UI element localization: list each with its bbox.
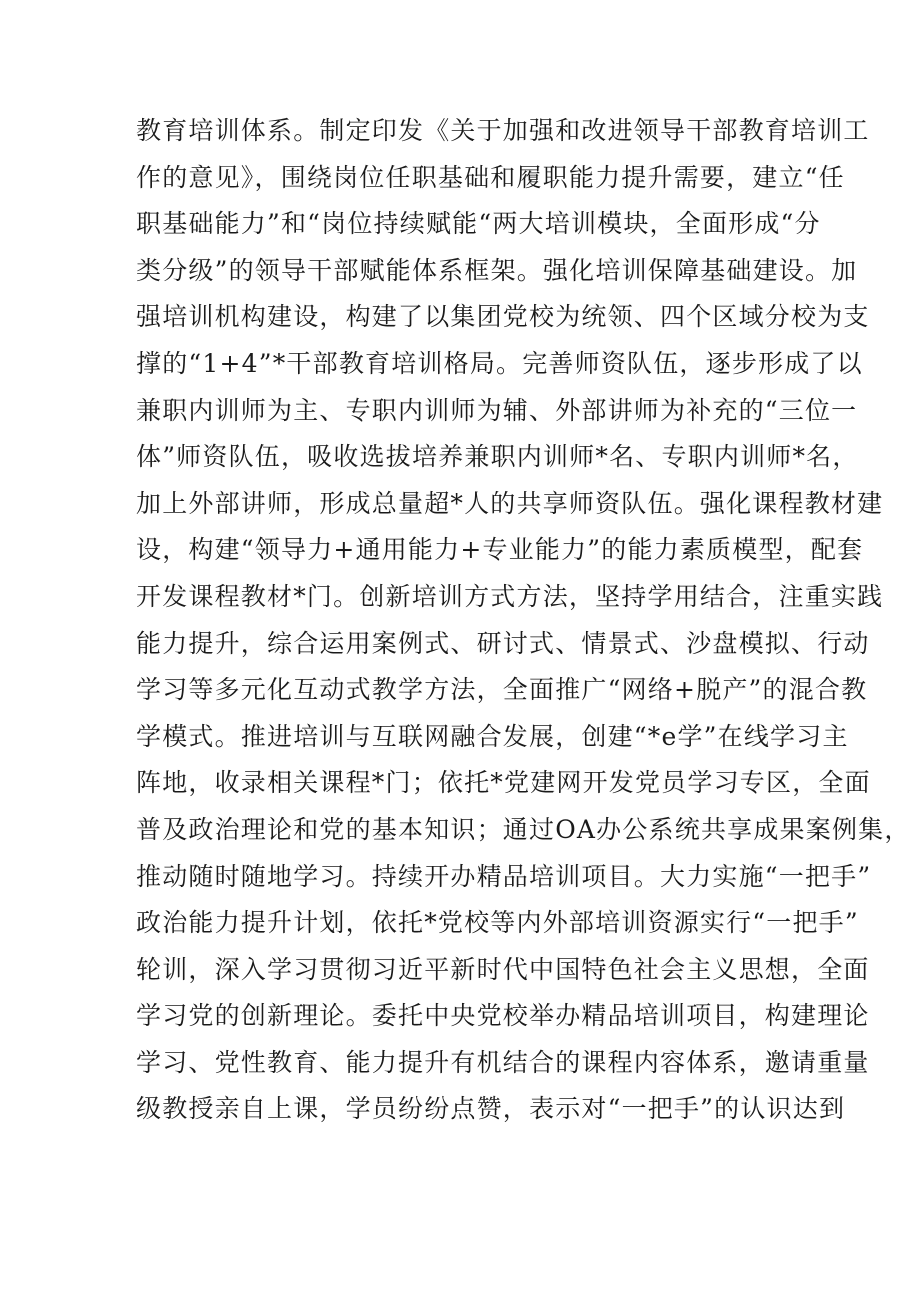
text-line: 类分级”的领导干部赋能体系框架。强化培训保障基础建设。加 [136, 255, 858, 285]
text-line: 学习党的创新理论。委托中央党校举办精品培训项目，构建理论 [136, 1001, 870, 1031]
text-line: 体”师资队伍，吸收选拔培养兼职内训师*名、专职内训师*名， [136, 442, 859, 472]
text-line: 加上外部讲师，形成总量超*人的共享师资队伍。强化课程教材建 [136, 488, 884, 518]
text-line: 学习等多元化互动式教学方法，全面推广“网络+脱产”的混合教 [136, 675, 868, 705]
text-line: 普及政治理论和党的基本知识；通过OA办公系统共享成果案例集， [136, 814, 911, 844]
text-line: 教育培训体系。制定印发《关于加强和改进领导干部教育培训工 [136, 116, 870, 145]
body-paragraph [136, 108, 911, 1133]
text-line: 政治能力提升计划，依托*党校等内外部培训资源实行“一把手” [136, 908, 859, 938]
text-line: 学模式。推进培训与互联网融合发展，创建“*e学”在线学习主 [136, 721, 849, 751]
text-line: 推动随时随地学习。持续开办精品培训项目。大力实施“一把手” [136, 861, 872, 891]
text-line: 强培训机构建设，构建了以集团党校为统领、四个区域分校为支 [136, 302, 870, 332]
text-line: 设，构建“领导力+通用能力+专业能力”的能力素质模型，配套 [136, 535, 864, 565]
text-line: 学习、党性教育、能力提升有机结合的课程内容体系，邀请重量 [136, 1047, 870, 1077]
text-line: 开发课程教材*门。创新培训方式方法，坚持学用结合，注重实践 [136, 581, 884, 611]
text-line: 撑的“1+4”*干部教育培训格局。完善师资队伍，逐步形成了以 [136, 348, 863, 378]
text-line: 作的意见》，围绕岗位任职基础和履职能力提升需要，建立“任 [136, 162, 845, 192]
text-line: 职基础能力”和“岗位持续赋能“两大培训模块，全面形成“分 [136, 209, 821, 239]
text-line: 轮训，深入学习贯彻习近平新时代中国特色社会主义思想，全面 [136, 954, 870, 984]
text-line: 级教授亲自上课，学员纷纷点赞，表示对“一把手”的认识达到 [136, 1094, 846, 1124]
text-line: 兼职内训师为主、专职内训师为辅、外部讲师为补充的“三位一 [136, 395, 858, 425]
text-line: 阵地，收录相关课程*门；依托*党建网开发党员学习专区，全面 [136, 768, 871, 798]
text-line: 能力提升，综合运用案例式、研讨式、情景式、沙盘模拟、行动 [136, 628, 870, 658]
